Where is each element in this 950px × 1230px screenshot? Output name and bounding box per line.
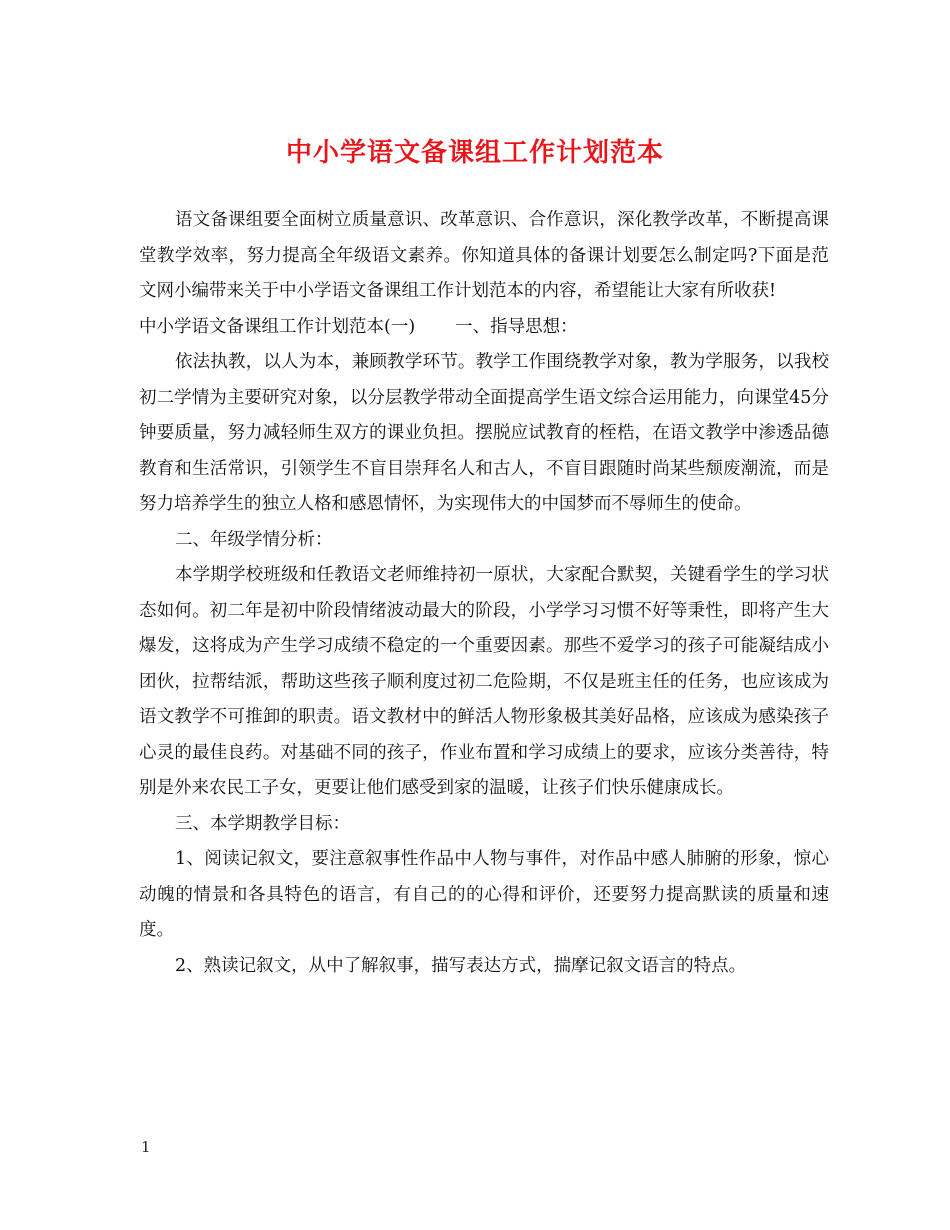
section2-paragraph: 本学期学校班级和任教语文老师维持初一原状，大家配合默契，关键看学生的学习状态如何。初二年是初中阶段情绪波动最大的阶段，小学学习习惯不好等秉性，即将产生大爆发，这将成为产生学习成绩不稳定的一个重要因素。那些不爱学习的孩子可能凝结成小团伙，拉帮结派，帮助这些孩子顺利度过初二危险期，不仅是班主任的任务，也应该成为语文教学不可推卸的职责。语文教材中的鲜活人物形象极其美好品格，应该成为感染孩子心灵的最佳良药。对基础不同的孩子，作业布置和学习成绩上的要求，应该分类善待，特别是外来农民工子女，更要让他们感受到家的温暖，让孩子们快乐健康成长。 <box>139 565 829 798</box>
page-number: 1 <box>141 1138 151 1156</box>
section1-paragraph: 依法执教，以人为本，兼顾教学环节。教学工作围绕教学对象，教为学服务，以我校初二学情为主要研究对象，以分层教学带动全面提高学生语文综合运用能力，向课堂45分钟要质量，努力减轻师生双方的课业负担。摆脱应试教育的桎梏，在语文教学中渗透品德教育和生活常识，引领学生不盲目崇拜名人和古人，不盲目跟随时尚某些颓废潮流，而是努力培养学生的独立人格和感恩情怀，为实现伟大的中国梦而不辱师生的使命。 <box>139 352 829 514</box>
goal-2-paragraph: 2、熟读记叙文，从中了解叙事，描写表达方式，揣摩记叙文语言的特点。 <box>175 955 747 976</box>
sample-heading: 中小学语文备课组工作计划范本(一) <box>139 316 416 337</box>
document-title: 中小学语文备课组工作计划范本 <box>285 138 664 168</box>
section1-heading: 一、指导思想： <box>455 316 578 337</box>
sample-heading-row <box>139 310 829 346</box>
section2-heading: 二、年级学情分析： <box>175 529 333 550</box>
section3-heading: 三、本学期教学目标： <box>175 813 350 834</box>
goal-1-paragraph: 1、阅读记叙文，要注意叙事性作品中人物与事件，对作品中感人肺腑的形象，惊心动魄的情景和各具特色的语言，有自己的的心得和评价，还要努力提高默读的质量和速度。 <box>139 849 829 940</box>
document-body <box>139 203 829 984</box>
intro-paragraph: 语文备课组要全面树立质量意识、改革意识、合作意识，深化教学改革，不断提高课堂教学效率，努力提高全年级语文素养。你知道具体的备课计划要怎么制定吗?下面是范文网小编带来关于中小学语文备课组工作计划范本的内容，希望能让大家有所收获! <box>139 210 829 301</box>
